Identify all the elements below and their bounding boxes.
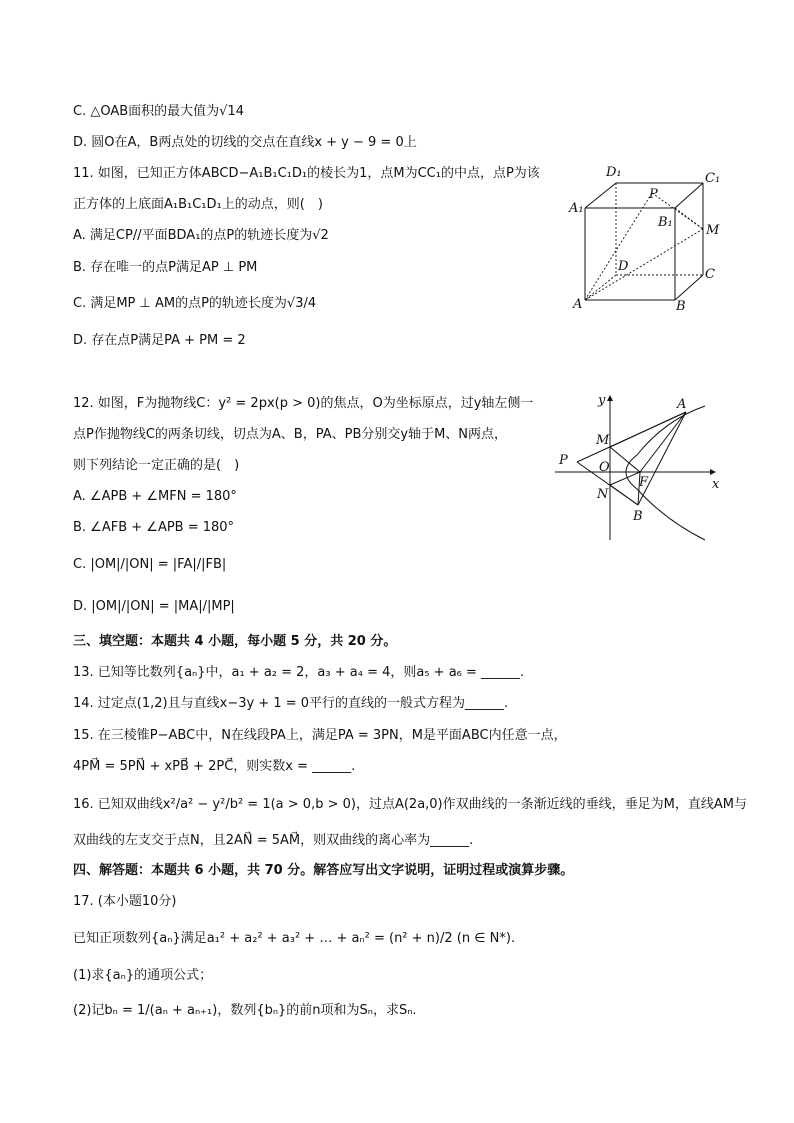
cube-label-A: A — [573, 297, 583, 312]
parabola-label-M: M — [596, 433, 610, 448]
q13: 13. 已知等比数列{aₙ}中，a₁ + a₂ = 2，a₃ + a₄ = 4，则a₅ + a₆ = ______. — [73, 665, 525, 680]
section-3-heading: 三、填空题：本题共 4 小题，每小题 5 分，共 20 分。 — [73, 634, 397, 649]
cube-label-A1: A₁ — [569, 201, 584, 216]
parabola-label-O: O — [599, 460, 610, 475]
q17-stem: 已知正项数列{aₙ}满足a₁² + a₂² + a₃² + … + aₙ² = (n² + n)/2 (n ∈ N*). — [73, 931, 516, 946]
q15-line1: 15. 在三棱锥P−ABC中，N在线段PA上，满足PA = 3PN，M是平面ABC内任意一点， — [73, 728, 567, 743]
parabola-label-x: x — [712, 477, 720, 492]
cube-label-B: B — [676, 299, 686, 314]
parabola-label-N: N — [597, 487, 609, 502]
cube-label-D: D — [618, 259, 629, 274]
parabola-figure — [555, 390, 730, 542]
cube-label-B1: B₁ — [658, 215, 673, 230]
q17-heading: 17. (本小题10分) — [73, 894, 177, 909]
q12-stem-line3: 则下列结论一定正确的是( ) — [73, 458, 240, 473]
q12-option-d: D. |OM|/|ON| = |MA|/|MP| — [73, 599, 235, 614]
parabola-label-A: A — [677, 397, 687, 412]
q17-part1: (1)求{aₙ}的通项公式； — [73, 968, 213, 983]
cube-label-M: M — [706, 223, 720, 238]
q11-stem-line2: 正方体的上底面A₁B₁C₁D₁上的动点，则( ) — [73, 197, 323, 212]
q11-option-c: C. 满足MP ⊥ AM的点P的轨迹长度为√3/4 — [73, 296, 317, 311]
q12-option-a: A. ∠APB + ∠MFN = 180° — [73, 489, 237, 504]
q10-option-d: D. 圆O在A，B两点处的切线的交点在直线x + y − 9 = 0上 — [73, 135, 417, 150]
q15-line2: 4PM⃗ = 5PN⃗ + xPB⃗ + 2PC⃗，则实数x = ______. — [73, 759, 356, 774]
cube-label-C1: C₁ — [705, 171, 721, 186]
cube-label-P: P — [649, 187, 658, 202]
section-4-heading: 四、解答题：本题共 6 小题，共 70 分。解答应写出文字说明，证明过程或演算步骤。 — [73, 863, 574, 878]
parabola-label-B: B — [633, 509, 643, 524]
q11-option-d: D. 存在点P满足PA + PM = 2 — [73, 333, 246, 348]
q17-part2: (2)记bₙ = 1/(aₙ + aₙ₊₁)，数列{bₙ}的前n项和为Sₙ，求Sₙ. — [73, 1003, 417, 1018]
q11-option-a: A. 满足CP//平面BDA₁的点P的轨迹长度为√2 — [73, 228, 329, 243]
q12-stem-line1: 12. 如图，F为抛物线C：y² = 2px(p > 0)的焦点，O为坐标原点，过y轴左侧一 — [73, 396, 534, 411]
parabola-label-F: F — [639, 475, 649, 490]
parabola-label-P: P — [559, 453, 568, 468]
cube-figure — [560, 160, 730, 315]
q10-option-c: C. △OAB面积的最大值为√14 — [73, 104, 244, 119]
q12-option-c: C. |OM|/|ON| = |FA|/|FB| — [73, 557, 227, 572]
q16-line2: 双曲线的左支交于点N，且2AN⃗ = 5AM⃗，则双曲线的离心率为______. — [73, 833, 474, 848]
q12-stem-line2: 点P作抛物线C的两条切线，切点为A、B，PA、PB分别交y轴于M、N两点， — [73, 427, 508, 442]
q11-option-b: B. 存在唯一的点P满足AP ⊥ PM — [73, 260, 258, 275]
cube-label-C: C — [705, 267, 715, 282]
parabola-label-y: y — [598, 393, 606, 408]
q14: 14. 过定点(1,2)且与直线x−3y + 1 = 0平行的直线的一般式方程为______. — [73, 696, 509, 711]
q12-option-b: B. ∠AFB + ∠APB = 180° — [73, 520, 235, 535]
q16-line1: 16. 已知双曲线x²/a² − y²/b² = 1(a > 0,b > 0)，过点A(2a,0)作双曲线的一条渐近线的垂线，垂足为M，直线AM与 — [73, 797, 747, 812]
q11-stem-line1: 11. 如图，已知正方体ABCD−A₁B₁C₁D₁的棱长为1，点M为CC₁的中点，点P为该 — [73, 166, 540, 181]
cube-label-D1: D₁ — [606, 165, 622, 180]
